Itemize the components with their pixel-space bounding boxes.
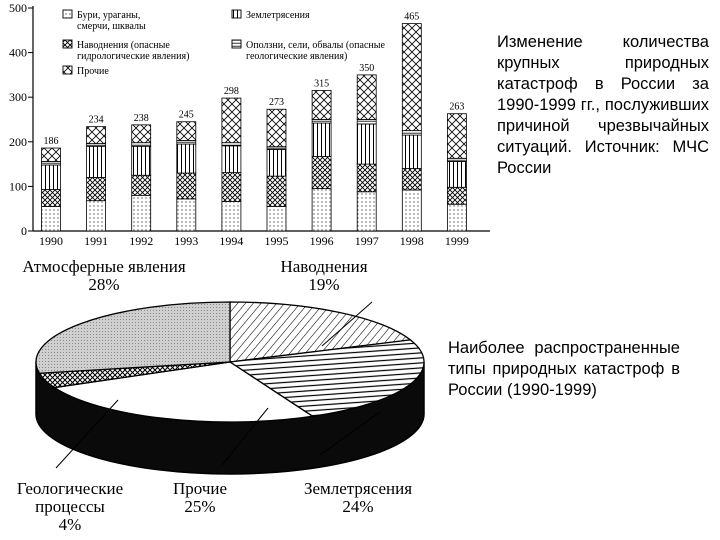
y-tick-label: 500 <box>9 1 27 15</box>
bar-segment <box>447 187 466 204</box>
x-tick-label: 1990 <box>39 234 63 248</box>
bar-segment <box>222 143 241 146</box>
bar-segment <box>357 120 376 124</box>
legend-label: Землетрясения <box>246 10 310 21</box>
pie-slice-percent: 25% <box>184 497 216 516</box>
bar-segment <box>402 169 421 190</box>
y-tick-label: 400 <box>9 45 27 60</box>
bar-total-label: 234 <box>88 114 104 126</box>
bar-segment <box>132 143 151 147</box>
bar-segment <box>177 144 196 173</box>
bar-segment <box>42 190 61 207</box>
x-tick-label: 1992 <box>129 234 154 248</box>
bar-segment <box>357 124 376 164</box>
bar-segment <box>222 98 241 143</box>
bar-segment <box>132 146 151 175</box>
pie-slice-percent: 4% <box>58 515 82 534</box>
pie-slice-percent: 24% <box>342 497 374 516</box>
bar-segment <box>177 199 196 231</box>
y-tick-label: 300 <box>9 90 27 105</box>
bar-total-label: 186 <box>43 136 59 148</box>
y-tick-label: 200 <box>9 134 27 149</box>
x-tick-label: 1995 <box>264 234 289 248</box>
bar-segment <box>87 177 106 200</box>
x-tick-label: 1997 <box>354 234 379 248</box>
x-tick-label: 1996 <box>309 234 334 248</box>
bar-segment <box>447 161 466 187</box>
legend-swatch <box>63 66 72 74</box>
bar-segment <box>402 131 421 135</box>
pie-slice-percent: 19% <box>308 275 340 294</box>
pie-marks <box>36 302 424 474</box>
legend-label: Прочие <box>77 66 109 77</box>
bar-chart <box>0 0 490 250</box>
bar-segment <box>312 120 331 124</box>
bar-segment <box>312 123 331 156</box>
bar-segment <box>447 114 466 159</box>
legend-swatch <box>63 10 72 18</box>
pie-slice-label: Геологические <box>16 479 124 498</box>
bar-total-label: 263 <box>449 101 465 113</box>
bar-segment <box>267 206 286 231</box>
bar-segment <box>177 140 196 144</box>
bar-segment <box>87 201 106 231</box>
bar-segment <box>42 165 61 190</box>
x-tick-label: 1998 <box>399 234 424 248</box>
pie-slice-percent: 28% <box>88 275 120 294</box>
bar-segment <box>42 161 61 165</box>
bar-segment <box>402 190 421 231</box>
bar-total-label: 298 <box>223 86 239 98</box>
bar-total-label: 315 <box>314 78 330 90</box>
x-tick-label: 1993 <box>174 234 199 248</box>
bar-segment <box>87 127 106 144</box>
bar-legend <box>63 10 385 77</box>
bar-total-label: 350 <box>359 62 375 74</box>
x-tick-label: 1991 <box>84 234 109 248</box>
pie-chart <box>0 250 440 540</box>
bar-segment <box>42 148 61 161</box>
y-tick-label: 0 <box>21 224 27 238</box>
bar-segment <box>87 144 106 147</box>
caption-bar-chart: Изменение количества крупных природных катастроф в России за 1990-1999 гг., послуживших причиной чрезвычайных ситуаций. Источник: МЧС России <box>497 33 709 177</box>
bar-segment <box>222 173 241 202</box>
legend-swatch <box>232 10 241 18</box>
legend-label: Буpи, ураганы, смерчи, шквалы <box>77 10 146 32</box>
bar-total-label: 245 <box>178 109 194 121</box>
bar-segment <box>222 146 241 173</box>
pie-slice-label: Наводнения <box>280 257 368 276</box>
bar-segment <box>132 195 151 231</box>
pie-slice-label: Атмосферные явления <box>22 257 186 276</box>
bar-segment <box>402 24 421 131</box>
bar-segment <box>312 157 331 189</box>
legend-swatch <box>63 40 72 48</box>
legend-label: Оползни, сели, обвалы (опасные геологические явления) <box>246 40 385 62</box>
caption-pie-chart: Наиболее распространенные типы природных катастроф в России (1990-1999) <box>448 339 680 399</box>
bar-segment <box>447 204 466 231</box>
pie-slice-label: Прочие <box>172 479 228 498</box>
bar-segment <box>447 158 466 161</box>
bar-segment <box>132 125 151 143</box>
bar-segment <box>177 173 196 199</box>
bar-segment <box>132 175 151 195</box>
bar-segment <box>267 109 286 146</box>
bar-segment <box>42 206 61 231</box>
bar-segment <box>222 202 241 231</box>
bar-segment <box>357 164 376 192</box>
bar-segment <box>357 192 376 231</box>
bar-segment <box>177 122 196 141</box>
bar-segment <box>312 91 331 120</box>
bar-segment <box>267 147 286 150</box>
bar-total-label: 273 <box>269 97 284 109</box>
bar-segment <box>402 135 421 168</box>
bar-total-label: 465 <box>404 11 420 23</box>
y-tick-label: 100 <box>9 179 27 194</box>
x-tick-label: 1999 <box>444 234 469 248</box>
bar-segment <box>267 149 286 176</box>
pie-slice-label: процессы <box>35 497 105 516</box>
bar-segment <box>87 146 106 177</box>
legend-swatch <box>232 40 241 48</box>
bar-segment <box>267 176 286 206</box>
bar-total-label: 238 <box>133 112 149 124</box>
bar-segment <box>357 75 376 120</box>
legend-label: Наводнения (опасные гидрологические явления) <box>77 40 190 62</box>
x-tick-label: 1994 <box>219 234 244 248</box>
pie-slice-label: Землетрясения <box>303 479 413 498</box>
pie-slice <box>36 302 230 373</box>
bar-segment <box>312 189 331 231</box>
